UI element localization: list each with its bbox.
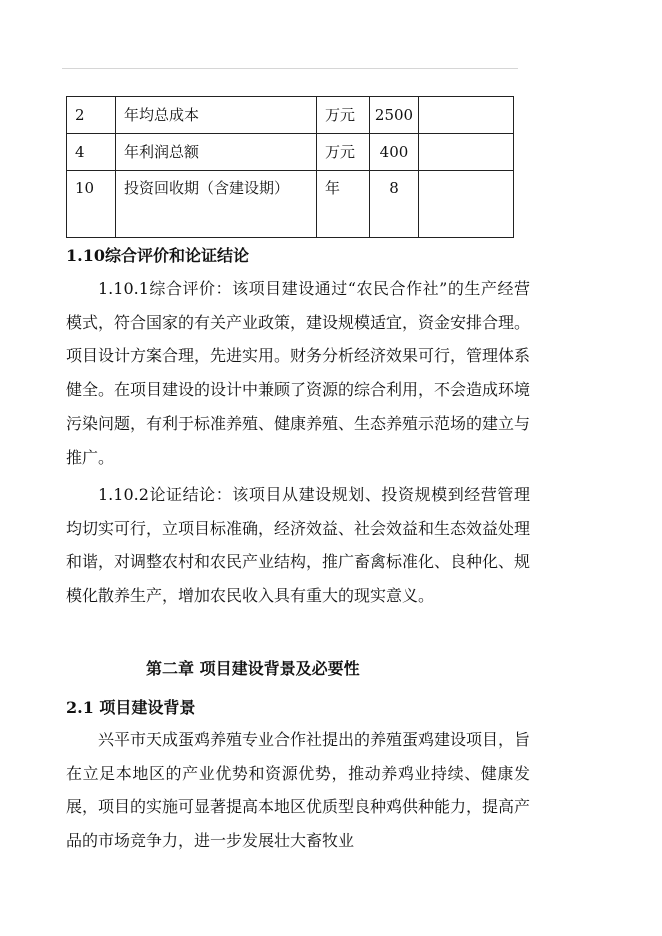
row-number: 2 [67,97,116,134]
row-note [419,171,514,238]
row-value: 8 [370,171,419,238]
row-note [419,97,514,134]
row-value: 400 [370,134,419,171]
table-row [67,134,514,171]
paragraph-conclusion: 1.10.2论证结论：该项目从建设规划、投资规模到经营管理均切实可行，立项目标准确，经济效益、社会效益和生态效益处理和谐，对调整农村和农民产业结构，推广畜禽标准化、良种化、规模化散养生产，增加农民收入具有重大的现实意义。 [66,485,531,606]
indicator-table [66,96,514,238]
page-header-rule [62,68,518,69]
row-item: 年利润总额 [116,134,317,171]
row-number: 10 [67,171,116,238]
row-item: 投资回收期（含建设期） [116,171,317,238]
row-unit: 年 [317,171,370,238]
row-item: 年均总成本 [116,97,317,134]
row-unit: 万元 [317,134,370,171]
paragraph-comprehensive-evaluation: 1.10.1综合评价：该项目建设通过“农民合作社”的生产经营模式，符合国家的有关产业政策，建设规模适宜，资金安排合理。项目设计方案合理，先进实用。财务分析经济效果可行，管理体系健全。在项目建设的设计中兼顾了资源的综合利用，不会造成环境污染问题，有利于标准养殖、健康养殖、生态养殖示范场的建立与推广。 [66,279,531,467]
paragraph-background: 兴平市天成蛋鸡养殖专业合作社提出的养殖蛋鸡建设项目，旨在立足本地区的产业优势和资源优势，推动养鸡业持续、健康发展，项目的实施可显著提高本地区优质型良种鸡供种能力，提高产品的市场竞争力，进一步发展壮大畜牧业 [66,730,531,851]
row-value: 2500 [370,97,419,134]
chapter-title: 第二章 项目建设背景及必要性 [146,659,360,678]
section-heading-1-10: 1.10综合评价和论证结论 [66,246,249,265]
row-number: 4 [67,134,116,171]
table-row [67,97,514,134]
section-heading-2-1: 2.1 项目建设背景 [66,698,196,717]
table-row [67,171,514,238]
row-unit: 万元 [317,97,370,134]
row-note [419,134,514,171]
